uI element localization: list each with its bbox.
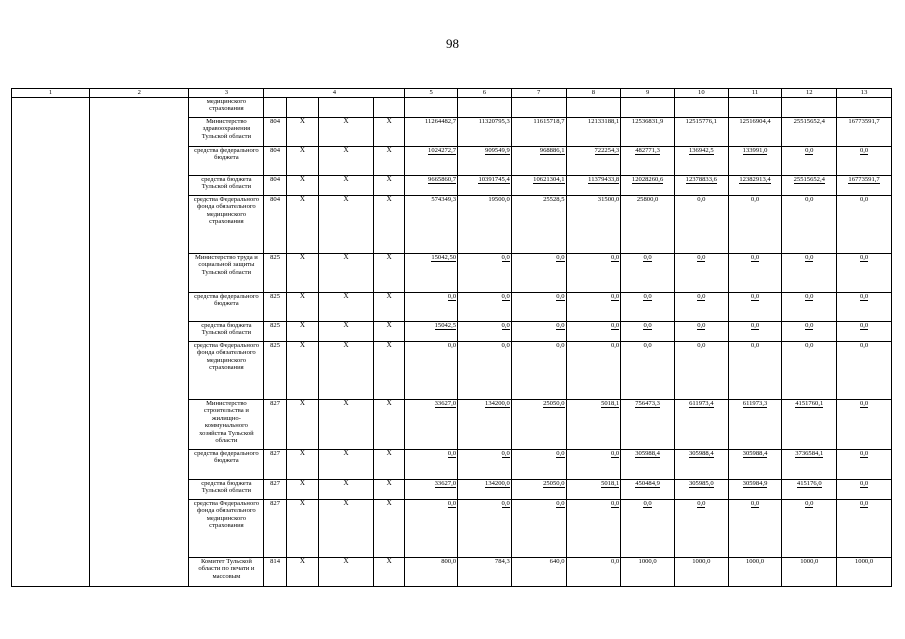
value-cell [458,450,512,480]
value-cell [566,254,621,293]
value-cell [621,254,675,293]
value-cell [837,176,892,196]
row-marker: X [373,147,404,176]
value-cell [405,98,458,118]
value-cell [405,176,458,196]
value-text: 0,0 [556,254,565,261]
value-cell: 0,0 [566,558,621,587]
row-marker: X [319,480,374,500]
row-name: средства федерального бюджета [189,450,264,480]
row-marker: X [286,293,318,322]
row-name: средства федерального бюджета [189,293,264,322]
value-text: 5018,1 [601,480,620,487]
value-cell [566,400,621,450]
value-text: 134200,0 [485,480,510,487]
value-cell [458,147,512,176]
value-cell: 0,0 [621,342,675,400]
row-marker: X [319,500,374,558]
column-number: 13 [837,89,892,98]
value-cell: 19500,0 [458,196,512,254]
value-cell: 0,0 [674,342,728,400]
row-code: 804 [264,176,286,196]
value-cell [405,254,458,293]
page-number: 98 [446,36,459,51]
value-cell [621,450,675,480]
column-number: 5 [405,89,458,98]
value-text: 305985,0 [688,480,714,487]
value-cell [566,147,621,176]
value-cell: 25528,5 [511,196,566,254]
row-code: 827 [264,450,286,480]
value-cell [782,176,837,196]
value-cell: 800,0 [405,558,458,587]
row-marker: X [373,450,404,480]
value-text: 909549,9 [485,147,510,154]
value-text: 10391745,4 [478,176,510,183]
column-2-cell [90,98,189,587]
value-text: 305988,4 [688,450,714,457]
row-marker: X [373,196,404,254]
row-name: Министерство строительства и жилищно-коммунального хозяйства Тульской области [189,400,264,450]
value-text: 0,0 [643,293,652,300]
value-text: 611973,4 [689,400,714,407]
value-cell [837,254,892,293]
value-cell [782,98,837,118]
value-cell [566,500,621,558]
value-text: 0,0 [501,450,510,457]
value-text: 11379433,8 [588,176,620,183]
value-text: 0,0 [750,293,760,300]
value-cell [837,147,892,176]
row-name: средства федерального бюджета [189,147,264,176]
value-cell [782,254,837,293]
value-cell [405,500,458,558]
row-name: Министерство труда и социальной защиты Тульской области [189,254,264,293]
value-text: 3736584,1 [795,450,824,457]
value-cell: 0,0 [728,196,782,254]
value-cell [405,450,458,480]
value-cell: 12133188,1 [566,118,621,147]
value-cell [728,450,782,480]
value-cell [621,147,675,176]
value-text: 611973,3 [742,400,768,407]
row-marker: X [286,118,318,147]
value-text: 15042,50 [431,254,457,261]
value-text: 0,0 [697,322,706,329]
value-cell: 0,0 [837,342,892,400]
value-cell: 0,0 [405,342,458,400]
row-marker: X [286,254,318,293]
value-cell [674,98,728,118]
value-text: 0,0 [610,322,620,329]
value-cell: 11264482,7 [405,118,458,147]
value-cell [458,176,512,196]
value-text: 0,0 [859,147,869,154]
value-cell [621,480,675,500]
value-cell: 1000,0 [837,558,892,587]
row-code: 804 [264,196,286,254]
value-cell [837,500,892,558]
row-marker [286,98,318,118]
row-marker: X [319,400,374,450]
value-cell [621,400,675,450]
column-number: 1 [12,89,90,98]
value-cell [782,293,837,322]
row-code: 827 [264,400,286,450]
value-text: 33627,0 [434,480,457,487]
value-text: 25050,0 [543,400,565,407]
row-name: средства бюджета Тульской области [189,480,264,500]
value-cell: 11320795,3 [458,118,512,147]
row-name: средства Федерального фонда обязательного медицинского страхования [189,196,264,254]
value-text: 0,0 [643,254,652,261]
row-marker: X [373,254,404,293]
value-text: 415176,0 [796,480,822,487]
value-text: 0,0 [501,254,510,261]
value-text: 0,0 [610,450,620,457]
value-cell [405,147,458,176]
value-cell [621,98,675,118]
value-text: 15042,5 [434,322,457,329]
value-text: 25515652,4 [793,176,825,183]
value-text: 0,0 [610,500,620,507]
value-cell [621,500,675,558]
value-cell [566,293,621,322]
value-text: 0,0 [556,322,565,329]
value-text: 10621304,1 [533,176,565,183]
value-cell [566,480,621,500]
value-cell [837,400,892,450]
value-cell [837,450,892,480]
value-text: 722254,3 [594,147,620,154]
value-text: 0,0 [859,293,869,300]
value-cell [674,176,728,196]
value-text: 0,0 [750,322,760,329]
value-cell [511,500,566,558]
value-text: 305988,4 [742,450,768,457]
value-text: 305988,4 [635,450,660,457]
row-code: 804 [264,147,286,176]
row-marker: X [373,118,404,147]
row-marker: X [319,147,374,176]
value-cell: 11615718,7 [511,118,566,147]
value-cell [674,480,728,500]
value-cell: 25515652,4 [782,118,837,147]
value-text: 0,0 [805,322,814,329]
value-cell [837,98,892,118]
row-name: медицинского страхования [189,98,264,118]
value-text: 0,0 [643,322,652,329]
row-marker: X [319,342,374,400]
value-text: 0,0 [750,500,760,507]
value-cell [511,176,566,196]
value-cell: 574349,3 [405,196,458,254]
value-cell [782,450,837,480]
value-text: 0,0 [805,500,814,507]
value-cell [405,293,458,322]
value-cell [674,500,728,558]
row-name: Министерство здравоохранения Тульской области [189,118,264,147]
value-cell [674,450,728,480]
value-cell [458,400,512,450]
value-cell [511,400,566,450]
column-number: 9 [621,89,675,98]
value-text: 305984,9 [742,480,768,487]
value-text: 16773591,7 [848,176,880,183]
row-marker: X [319,450,374,480]
value-cell [511,322,566,342]
column-number: 3 [189,89,264,98]
row-marker: X [286,322,318,342]
row-code: 825 [264,322,286,342]
value-text: 5018,1 [601,400,620,407]
row-marker: X [286,196,318,254]
value-text: 12028260,6 [631,176,664,183]
value-cell [458,98,512,118]
value-cell: 0,0 [728,342,782,400]
value-cell [728,176,782,196]
value-text: 33627,0 [434,400,457,407]
row-marker: X [373,322,404,342]
value-text: 0,0 [643,500,652,507]
value-cell: 0,0 [782,342,837,400]
value-text: 0,0 [750,254,760,261]
column-number: 2 [90,89,189,98]
value-cell [782,147,837,176]
value-cell [674,293,728,322]
value-cell [511,147,566,176]
value-text: 0,0 [697,293,706,300]
row-marker: X [286,400,318,450]
value-cell: 0,0 [837,196,892,254]
value-cell [458,322,512,342]
value-text: 136942,5 [688,147,714,154]
value-text: 133991,0 [742,147,768,154]
value-cell [405,400,458,450]
row-code: 825 [264,254,286,293]
value-text: 482771,3 [635,147,660,154]
value-text: 0,0 [697,254,706,261]
row-marker: X [286,480,318,500]
value-cell: 0,0 [782,196,837,254]
value-cell: 640,0 [511,558,566,587]
row-marker [319,98,374,118]
value-text: 0,0 [501,293,510,300]
row-name: средства Федерального фонда обязательного медицинского страхования [189,500,264,558]
table-row [12,98,892,118]
column-number: 7 [511,89,566,98]
value-text: 756473,3 [635,400,660,407]
value-cell [511,254,566,293]
value-text: 450484,9 [635,480,660,487]
value-text: 0,0 [447,500,457,507]
value-cell: 1000,0 [674,558,728,587]
value-cell: 31500,0 [566,196,621,254]
value-cell [566,322,621,342]
row-code [264,98,286,118]
value-cell [837,322,892,342]
value-text: 0,0 [859,480,869,487]
row-marker: X [286,147,318,176]
value-cell [782,322,837,342]
value-cell [728,500,782,558]
value-cell [674,147,728,176]
value-text: 0,0 [805,147,814,154]
value-cell [782,480,837,500]
value-cell: 784,3 [458,558,512,587]
value-text: 0,0 [859,322,869,329]
value-cell: 1000,0 [728,558,782,587]
value-text: 0,0 [859,450,869,457]
value-text: 9665860,7 [428,176,457,183]
value-text: 1024272,7 [428,147,457,154]
value-cell [621,322,675,342]
value-cell [566,450,621,480]
value-cell [837,480,892,500]
value-text: 0,0 [556,500,565,507]
row-code: 827 [264,500,286,558]
value-cell [511,293,566,322]
row-marker: X [319,118,374,147]
column-number: 11 [728,89,782,98]
value-cell [566,176,621,196]
row-marker: X [319,254,374,293]
row-name: Комитет Тульской области по печати и массовым [189,558,264,587]
row-code: 804 [264,118,286,147]
column-number: 12 [782,89,837,98]
row-marker: X [373,342,404,400]
row-marker: X [373,500,404,558]
value-text: 0,0 [859,400,869,407]
value-cell: 0,0 [458,342,512,400]
row-marker: X [373,176,404,196]
value-cell [674,254,728,293]
value-text: 134200,0 [485,400,510,407]
value-cell [405,480,458,500]
value-cell: 1000,0 [621,558,675,587]
value-cell [511,480,566,500]
value-text: 0,0 [447,293,457,300]
row-name: средства бюджета Тульской области [189,322,264,342]
value-text: 12382913,4 [739,176,771,183]
value-cell [674,400,728,450]
value-cell [728,98,782,118]
value-cell: 12536831,9 [621,118,675,147]
value-cell: 0,0 [566,342,621,400]
row-marker: X [319,176,374,196]
value-cell [728,400,782,450]
budget-table [11,88,892,587]
row-code: 814 [264,558,286,587]
value-cell [458,293,512,322]
row-marker: X [286,558,318,587]
row-marker: X [286,176,318,196]
row-marker: X [373,293,404,322]
row-marker: X [319,322,374,342]
row-marker: X [286,500,318,558]
column-number: 6 [458,89,512,98]
value-cell [782,400,837,450]
value-cell [837,293,892,322]
value-text: 0,0 [859,254,869,261]
value-cell: 0,0 [674,196,728,254]
row-code: 827 [264,480,286,500]
value-text: 4151760,1 [795,400,824,407]
value-cell [782,500,837,558]
value-text: 0,0 [610,293,620,300]
row-marker [373,98,404,118]
value-cell [511,98,566,118]
column-number: 8 [566,89,621,98]
value-text: 0,0 [501,500,510,507]
row-marker: X [319,196,374,254]
row-name: средства бюджета Тульской области [189,176,264,196]
value-text: 0,0 [501,322,510,329]
value-cell: 12516904,4 [728,118,782,147]
column-number-row [12,89,892,98]
row-marker: X [286,342,318,400]
column-number: 4 [264,89,405,98]
row-marker: X [319,293,374,322]
value-text: 968886,1 [539,147,565,154]
row-marker: X [286,450,318,480]
value-cell [728,480,782,500]
row-marker: X [373,400,404,450]
value-text: 0,0 [697,500,706,507]
row-marker: X [319,558,374,587]
row-code: 825 [264,342,286,400]
value-cell: 16773591,7 [837,118,892,147]
value-cell [405,322,458,342]
row-code: 825 [264,293,286,322]
value-cell [566,98,621,118]
value-text: 12378833,6 [685,176,717,183]
value-cell [511,450,566,480]
value-cell: 1000,0 [782,558,837,587]
value-cell [621,293,675,322]
value-cell [728,254,782,293]
value-cell [458,480,512,500]
value-text: 0,0 [447,450,457,457]
value-cell [728,293,782,322]
value-cell [621,176,675,196]
value-text: 0,0 [805,293,814,300]
row-name: средства Федерального фонда обязательного медицинского страхования [189,342,264,400]
column-number: 10 [674,89,728,98]
value-cell [674,322,728,342]
value-cell: 12515776,1 [674,118,728,147]
value-text: 0,0 [556,450,565,457]
row-marker: X [373,558,404,587]
value-cell: 25800,0 [621,196,675,254]
value-cell: 0,0 [511,342,566,400]
column-1-cell [12,98,90,587]
value-text: 0,0 [805,254,814,261]
value-text: 25050,0 [543,480,565,487]
value-cell [728,147,782,176]
value-text: 0,0 [859,500,869,507]
value-cell [458,500,512,558]
row-marker: X [373,480,404,500]
value-cell [728,322,782,342]
value-text: 0,0 [556,293,565,300]
value-text: 0,0 [610,254,620,261]
value-cell [458,254,512,293]
